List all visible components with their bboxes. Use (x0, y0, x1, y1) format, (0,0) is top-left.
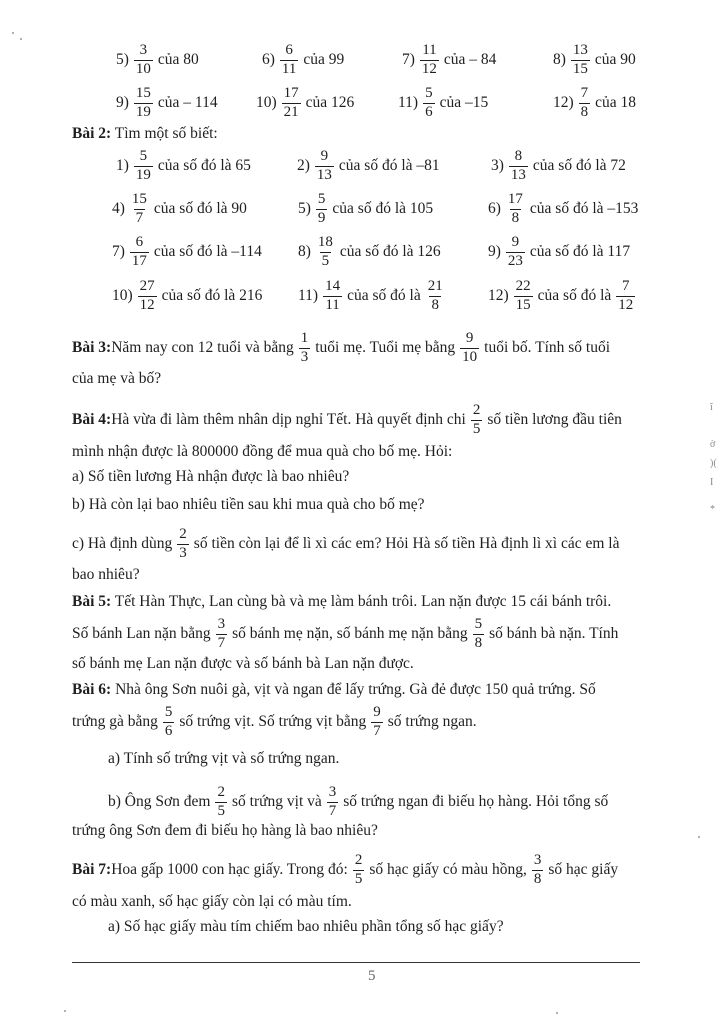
bai2-item-5: 5) $\frac{5}{9}$ của số đó là 105 (298, 190, 434, 226)
scan-speck (12, 32, 14, 34)
page-number: 5 (368, 968, 376, 984)
bai2-item-6: 6) $\frac{17}{8}$ của số đó là –153 (488, 190, 639, 226)
bai4-part-a: a) Số tiền lương Hà nhận được là bao nhiêu? (72, 468, 350, 485)
bai2-item-7: 7) $\frac{6}{17}$ của số đó là –114 (112, 233, 262, 269)
ex1-item-label: 5) (116, 51, 129, 68)
scan-speck (20, 38, 22, 40)
bai2-heading: Bài 2: Tìm một số biết: (72, 125, 218, 142)
ex1-item-12: 12) $\frac{7}{8}$ của 18 (553, 84, 637, 120)
fraction: $\frac{6}{17}$ (131, 233, 147, 269)
fraction: $\frac{13}{15}$ (572, 41, 588, 77)
bai2-item-11: 11) $\frac{14}{11}$ của số đó là $\frac{21}{8}$ (298, 277, 443, 313)
ex1-item-5 (116, 38, 199, 82)
ex1-item-10: 10) $\frac{17}{21}$ của 126 (256, 84, 355, 120)
ex1-item-7: 7) $\frac{11}{12}$ của – 84 (402, 41, 497, 77)
ex1-item-9: 9) $\frac{15}{19}$ của – 114 (116, 84, 218, 120)
fraction: $\frac{2}{5}$ (472, 401, 481, 437)
bai7-part-a: a) Số hạc giấy màu tím chiếm bao nhiêu phần tổng số hạc giấy? (108, 918, 504, 935)
bai2-item-9: 9) $\frac{9}{23}$ của số đó là 117 (488, 233, 631, 269)
edge-mark: )( (710, 458, 717, 469)
scan-speck (556, 1012, 558, 1014)
fraction: $\frac{3}{10}$ (135, 41, 151, 77)
fraction: $\frac{17}{21}$ (283, 84, 299, 120)
fraction: $\frac{9}{7}$ (373, 703, 381, 739)
footer-rule (72, 962, 640, 963)
edge-mark: ờ (710, 439, 716, 450)
bai6-part-b-cont: trứng ông Sơn đem đi biếu họ hàng là bao nhiêu? (72, 822, 378, 839)
fraction: $\frac{9}{13}$ (316, 147, 332, 183)
fraction: $\frac{5}{8}$ (474, 615, 483, 651)
fraction: $\frac{5}{19}$ (135, 147, 151, 183)
fraction: $\frac{5}{6}$ (425, 84, 433, 120)
ex1-item-6: 6) $\frac{6}{11}$ của 99 (262, 41, 345, 77)
bai6-part-b: b) Ông Sơn đem $\frac{2}{5}$ số trứng vịt và $\frac{3}{7}$ số trứng ngan đi biếu họ hàng. Hỏi tổng số (108, 783, 609, 819)
fraction: $\frac{18}{5}$ (317, 233, 333, 269)
fraction: $\frac{7}{8}$ (580, 84, 589, 120)
fraction: $\frac{15}{7}$ (131, 190, 147, 226)
scan-speck (64, 1010, 66, 1012)
bai2-item-1: 1) $\frac{5}{19}$ của số đó là 65 (116, 147, 251, 183)
fraction: $\frac{27}{12}$ (139, 277, 155, 313)
fraction: $\frac{3}{7}$ (217, 615, 226, 651)
bai6-line1: Bài 6: Nhà ông Sơn nuôi gà, vịt và ngan để lấy trứng. Gà đẻ được 150 quả trứng. Số (72, 681, 596, 698)
ex1-item-8: 8) $\frac{13}{15}$ của 90 (553, 41, 636, 77)
fraction: $\frac{8}{13}$ (510, 147, 526, 183)
bai6-line2: trứng gà bằng $\frac{5}{6}$ số trứng vịt. Số trứng vịt bằng $\frac{9}{7}$ số trứng ngan. (72, 703, 477, 739)
edge-mark: * (710, 504, 715, 515)
fraction: $\frac{5}{6}$ (164, 703, 173, 739)
bai2-item-8: 8) $\frac{18}{5}$ của số đó là 126 (298, 233, 441, 269)
fraction: $\frac{9}{23}$ (507, 233, 523, 269)
fraction: $\frac{21}{8}$ (427, 277, 443, 313)
bai3-line2: của mẹ và bố? (72, 370, 162, 387)
fraction: $\frac{1}{3}$ (300, 329, 309, 365)
fraction: $\frac{2}{3}$ (179, 525, 187, 561)
fraction: $\frac{5}{9}$ (317, 190, 326, 226)
fraction: $\frac{22}{15}$ (515, 277, 531, 313)
edge-mark: I (710, 477, 714, 488)
bai2-item-4: 4) $\frac{15}{7}$ của số đó là 90 (112, 190, 247, 226)
bai5-line2: Số bánh Lan nặn bằng $\frac{3}{7}$ số bánh mẹ nặn, số bánh mẹ nặn bằng $\frac{5}{8}$ số bánh bà nặn. Tính (72, 615, 619, 651)
bai3-line1: Bài 3: Năm nay con 12 tuổi và bằng $\frac{1}{3}$ tuổi mẹ. Tuổi mẹ bằng $\frac{9}{10}$ tuổi bố. Tính số tuổi (72, 329, 611, 365)
bai4-line2: mình nhận được là 800000 đồng để mua quà cho bố mẹ. Hỏi: (72, 443, 453, 460)
bai4-line1: Bài 4: Hà vừa đi làm thêm nhân dịp nghỉ Tết. Hà quyết định chi $\frac{2}{5}$ số tiền lương đầu tiên (72, 401, 622, 437)
scan-speck (698, 836, 700, 838)
fraction: $\frac{6}{11}$ (281, 41, 297, 77)
fraction: $\frac{3}{7}$ (328, 783, 337, 819)
bai2-item-3: 3) $\frac{8}{13}$ của số đó là 72 (491, 147, 626, 183)
bai2-item-10: 10) $\frac{27}{12}$ của số đó là 216 (112, 277, 263, 313)
fraction: $\frac{2}{5}$ (354, 851, 363, 887)
fraction: $\frac{15}{19}$ (135, 84, 151, 120)
fraction: $\frac{7}{12}$ (618, 277, 634, 313)
bai2-item-12: 12) $\frac{22}{15}$ của số đó là $\frac{7}{12}$ (488, 277, 634, 313)
bai4-part-c: c) Hà định dùng $\frac{2}{3}$ số tiền còn lại để lì xì các em? Hỏi Hà số tiền Hà định lì xì các em là (72, 525, 620, 561)
bai2-item-2: 2) $\frac{9}{13}$ của số đó là –81 (297, 147, 440, 183)
bai7-line1: Bài 7: Hoa gấp 1000 con hạc giấy. Trong đó: $\frac{2}{5}$ số hạc giấy có màu hồng, $\frac{3}{8}$ số hạc giấy (72, 851, 619, 887)
bai5-line3: số bánh mẹ Lan nặn được và số bánh bà Lan nặn được. (72, 655, 414, 672)
fraction: $\frac{3}{8}$ (533, 851, 542, 887)
bai7-line2: có màu xanh, số hạc giấy còn lại có màu tím. (72, 893, 352, 910)
edge-mark: ĩ (710, 402, 713, 413)
ex1-item-text: của 80 (157, 51, 199, 68)
ex1-item-11: 11) $\frac{5}{6}$ của –15 (398, 84, 489, 120)
bai4-part-b: b) Hà còn lại bao nhiêu tiền sau khi mua quà cho bố mẹ? (72, 496, 425, 513)
bai6-part-a: a) Tính số trứng vịt và số trứng ngan. (108, 750, 340, 767)
bai5-line1: Bài 5: Tết Hàn Thực, Lan cùng bà và mẹ làm bánh trôi. Lan nặn được 15 cái bánh trôi. (72, 593, 612, 610)
fraction: $\frac{17}{8}$ (507, 190, 523, 226)
fraction: $\frac{11}{12}$ (421, 41, 437, 77)
fraction: $\frac{2}{5}$ (217, 783, 225, 819)
bai4-part-c-cont: bao nhiêu? (72, 566, 140, 583)
fraction: $\frac{14}{11}$ (325, 277, 341, 313)
fraction: $\frac{9}{10}$ (462, 329, 478, 365)
